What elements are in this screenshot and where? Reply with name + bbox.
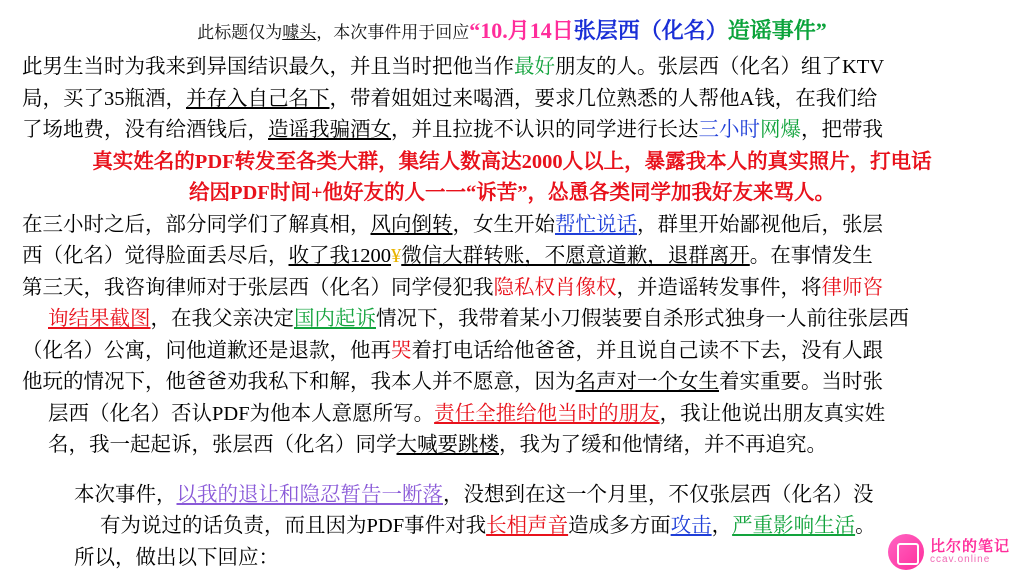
text-segment: ，把带我 (801, 119, 883, 141)
text-segment-emphasis: 他好友的人一一“诉苦”，怂恿各类同学加我好友来骂人。 (322, 182, 836, 204)
body-line (22, 84, 1002, 116)
text-segment: ，我让他说出朋友真实姓 (659, 402, 886, 425)
text-segment: ，没想到在这一个月里，不仅张层西（化名）没 (443, 483, 874, 506)
body-line (22, 273, 1002, 305)
body-line (22, 178, 1002, 210)
text-segment-underline: 询结果截图 (48, 308, 151, 330)
text-segment-underline: 严重影响生活 (732, 515, 856, 537)
text-segment-underline: 攻击 (670, 515, 712, 537)
text-segment-underline: 造谣我骗酒女 (268, 119, 391, 141)
text-segment-underline: 国内起诉 (294, 308, 376, 330)
text-segment-underline: 责任全推给他当时的朋友 (434, 402, 660, 425)
text-segment: 了场地费，没有给酒钱后， (22, 119, 268, 141)
currency-icon: ¥ (391, 245, 402, 267)
text-segment-underline: 长相声音 (486, 515, 569, 537)
title-prefix-underline: 噱头 (282, 23, 317, 42)
text-segment: 。在事情发生 (749, 245, 873, 267)
text-segment: 情况下，我带着某小刀假装要自杀形式独身一人前往张层西 (376, 308, 909, 330)
text-segment-underline: 大喊要跳楼 (396, 434, 499, 456)
text-segment: 他玩的情况下，他爸爸劝我私下和解，我本人并不愿意，因为 (22, 371, 576, 393)
text-segment: 朋友的人。张层西（化名）组了KTV (555, 56, 885, 78)
text-segment: 层西（化名）否认PDF为他本人意愿所写。 (48, 402, 435, 425)
text-segment: 名，我一起起诉，张层西（化名）同学 (48, 434, 397, 456)
body-line (22, 430, 1002, 462)
text-segment-emphasis: 真实姓名的PDF转发至各类大群，集结人数高达2000人以上，暴露我本人的真实照片，打电话 (92, 150, 932, 173)
text-segment: ，群里开始鄙视他后，张层 (637, 213, 883, 236)
text-segment: 所以，做出以下回应： (74, 546, 279, 569)
text-segment: 。 (855, 515, 876, 537)
paragraph-1 (22, 52, 1002, 462)
watermark (888, 534, 1010, 570)
body-line (22, 147, 1002, 179)
main-body (22, 52, 1002, 574)
camera-logo-icon (888, 534, 924, 570)
text-segment-underline: 收了我1200 (288, 245, 391, 267)
title-prefix: 此标题仅为 (197, 23, 283, 42)
text-segment: 此男生当时为我来到异国结识最久，并且当时把他当作 (22, 56, 514, 78)
text-segment: ，在我父亲决定 (150, 308, 294, 330)
text-segment: 造成多方面 (568, 515, 671, 537)
text-segment: ， (711, 515, 733, 537)
text-segment-highlight: 网爆 (760, 119, 801, 141)
text-segment: ，我为了缓和他情绪，并不再追究。 (499, 434, 827, 456)
text-segment: ，并且拉拢不认识的同学进行长达 (391, 119, 699, 141)
text-segment-highlight: 哭 (391, 339, 412, 362)
page-title (22, 16, 1002, 48)
text-segment-underline: 风向倒转 (370, 213, 453, 236)
watermark-en: ccav.online (929, 553, 991, 565)
body-line (22, 480, 1002, 512)
title-mid: ，本次事件用于回应 (316, 23, 470, 42)
text-segment-underline: 名声对一个女生 (575, 371, 719, 393)
title-date: 10.月14日 (480, 18, 574, 43)
body-line (22, 367, 1002, 399)
body-line (22, 210, 1002, 242)
paragraph-2 (22, 480, 1002, 575)
title-quote-open: “ (469, 18, 481, 43)
text-segment-plus: + (310, 182, 323, 204)
body-line (22, 52, 1002, 84)
text-segment-highlight: 三小时 (698, 119, 760, 141)
title-event: 造谣事件 (727, 18, 816, 43)
body-line (22, 115, 1002, 147)
title-quote-close: ” (815, 18, 827, 43)
text-segment: 在三小时之后，部分同学们了解真相， (22, 213, 371, 236)
text-segment-underline: 以我的退让和隐忍暂告一断落 (176, 483, 443, 506)
body-line (22, 304, 1002, 336)
text-segment-highlight: 帮忙说话 (555, 213, 637, 236)
text-segment: （化名）公寓，问他道歉还是退款，他再 (22, 339, 391, 362)
text-segment: 本次事件， (74, 483, 177, 506)
text-segment-highlight: 律师咨 (821, 276, 883, 299)
body-line (22, 241, 1002, 273)
text-segment: 西（化名）觉得脸面丢尽后， (22, 245, 289, 267)
text-segment: ，并造谣转发事件，将 (616, 276, 822, 299)
text-segment-highlight: 最好 (514, 56, 555, 78)
text-segment: ，女生开始 (452, 213, 555, 236)
body-line (22, 543, 1002, 575)
body-line (22, 399, 1002, 431)
text-segment-underline: 微信大群转账，不愿意道歉，退群离开 (401, 245, 750, 267)
text-segment: 着实重要。当时张 (719, 371, 883, 393)
text-segment-underline: 并存入自己名下 (186, 87, 330, 110)
body-line (22, 336, 1002, 368)
text-segment: ，带着姐姐过来喝酒，要求几位熟悉的人帮他A钱，在我们给 (329, 87, 878, 110)
body-line (22, 511, 1002, 543)
watermark-cn: 比尔的笔记 (929, 537, 1010, 555)
text-segment: 局，买了35瓶酒， (22, 87, 186, 110)
text-segment: 着打电话给他爸爸，并且说自己读不下去，没有人跟 (411, 339, 883, 362)
text-segment-highlight: 隐私权肖像权 (493, 276, 617, 299)
text-segment: 有为说过的话负责，而且因为PDF事件对我 (100, 515, 487, 537)
text-segment-emphasis: 给因PDF时间 (188, 182, 311, 204)
title-name: 张层西（化名） (573, 18, 728, 43)
watermark-text (930, 539, 1010, 565)
text-segment: 第三天，我咨询律师对于张层西（化名）同学侵犯我 (22, 276, 494, 299)
